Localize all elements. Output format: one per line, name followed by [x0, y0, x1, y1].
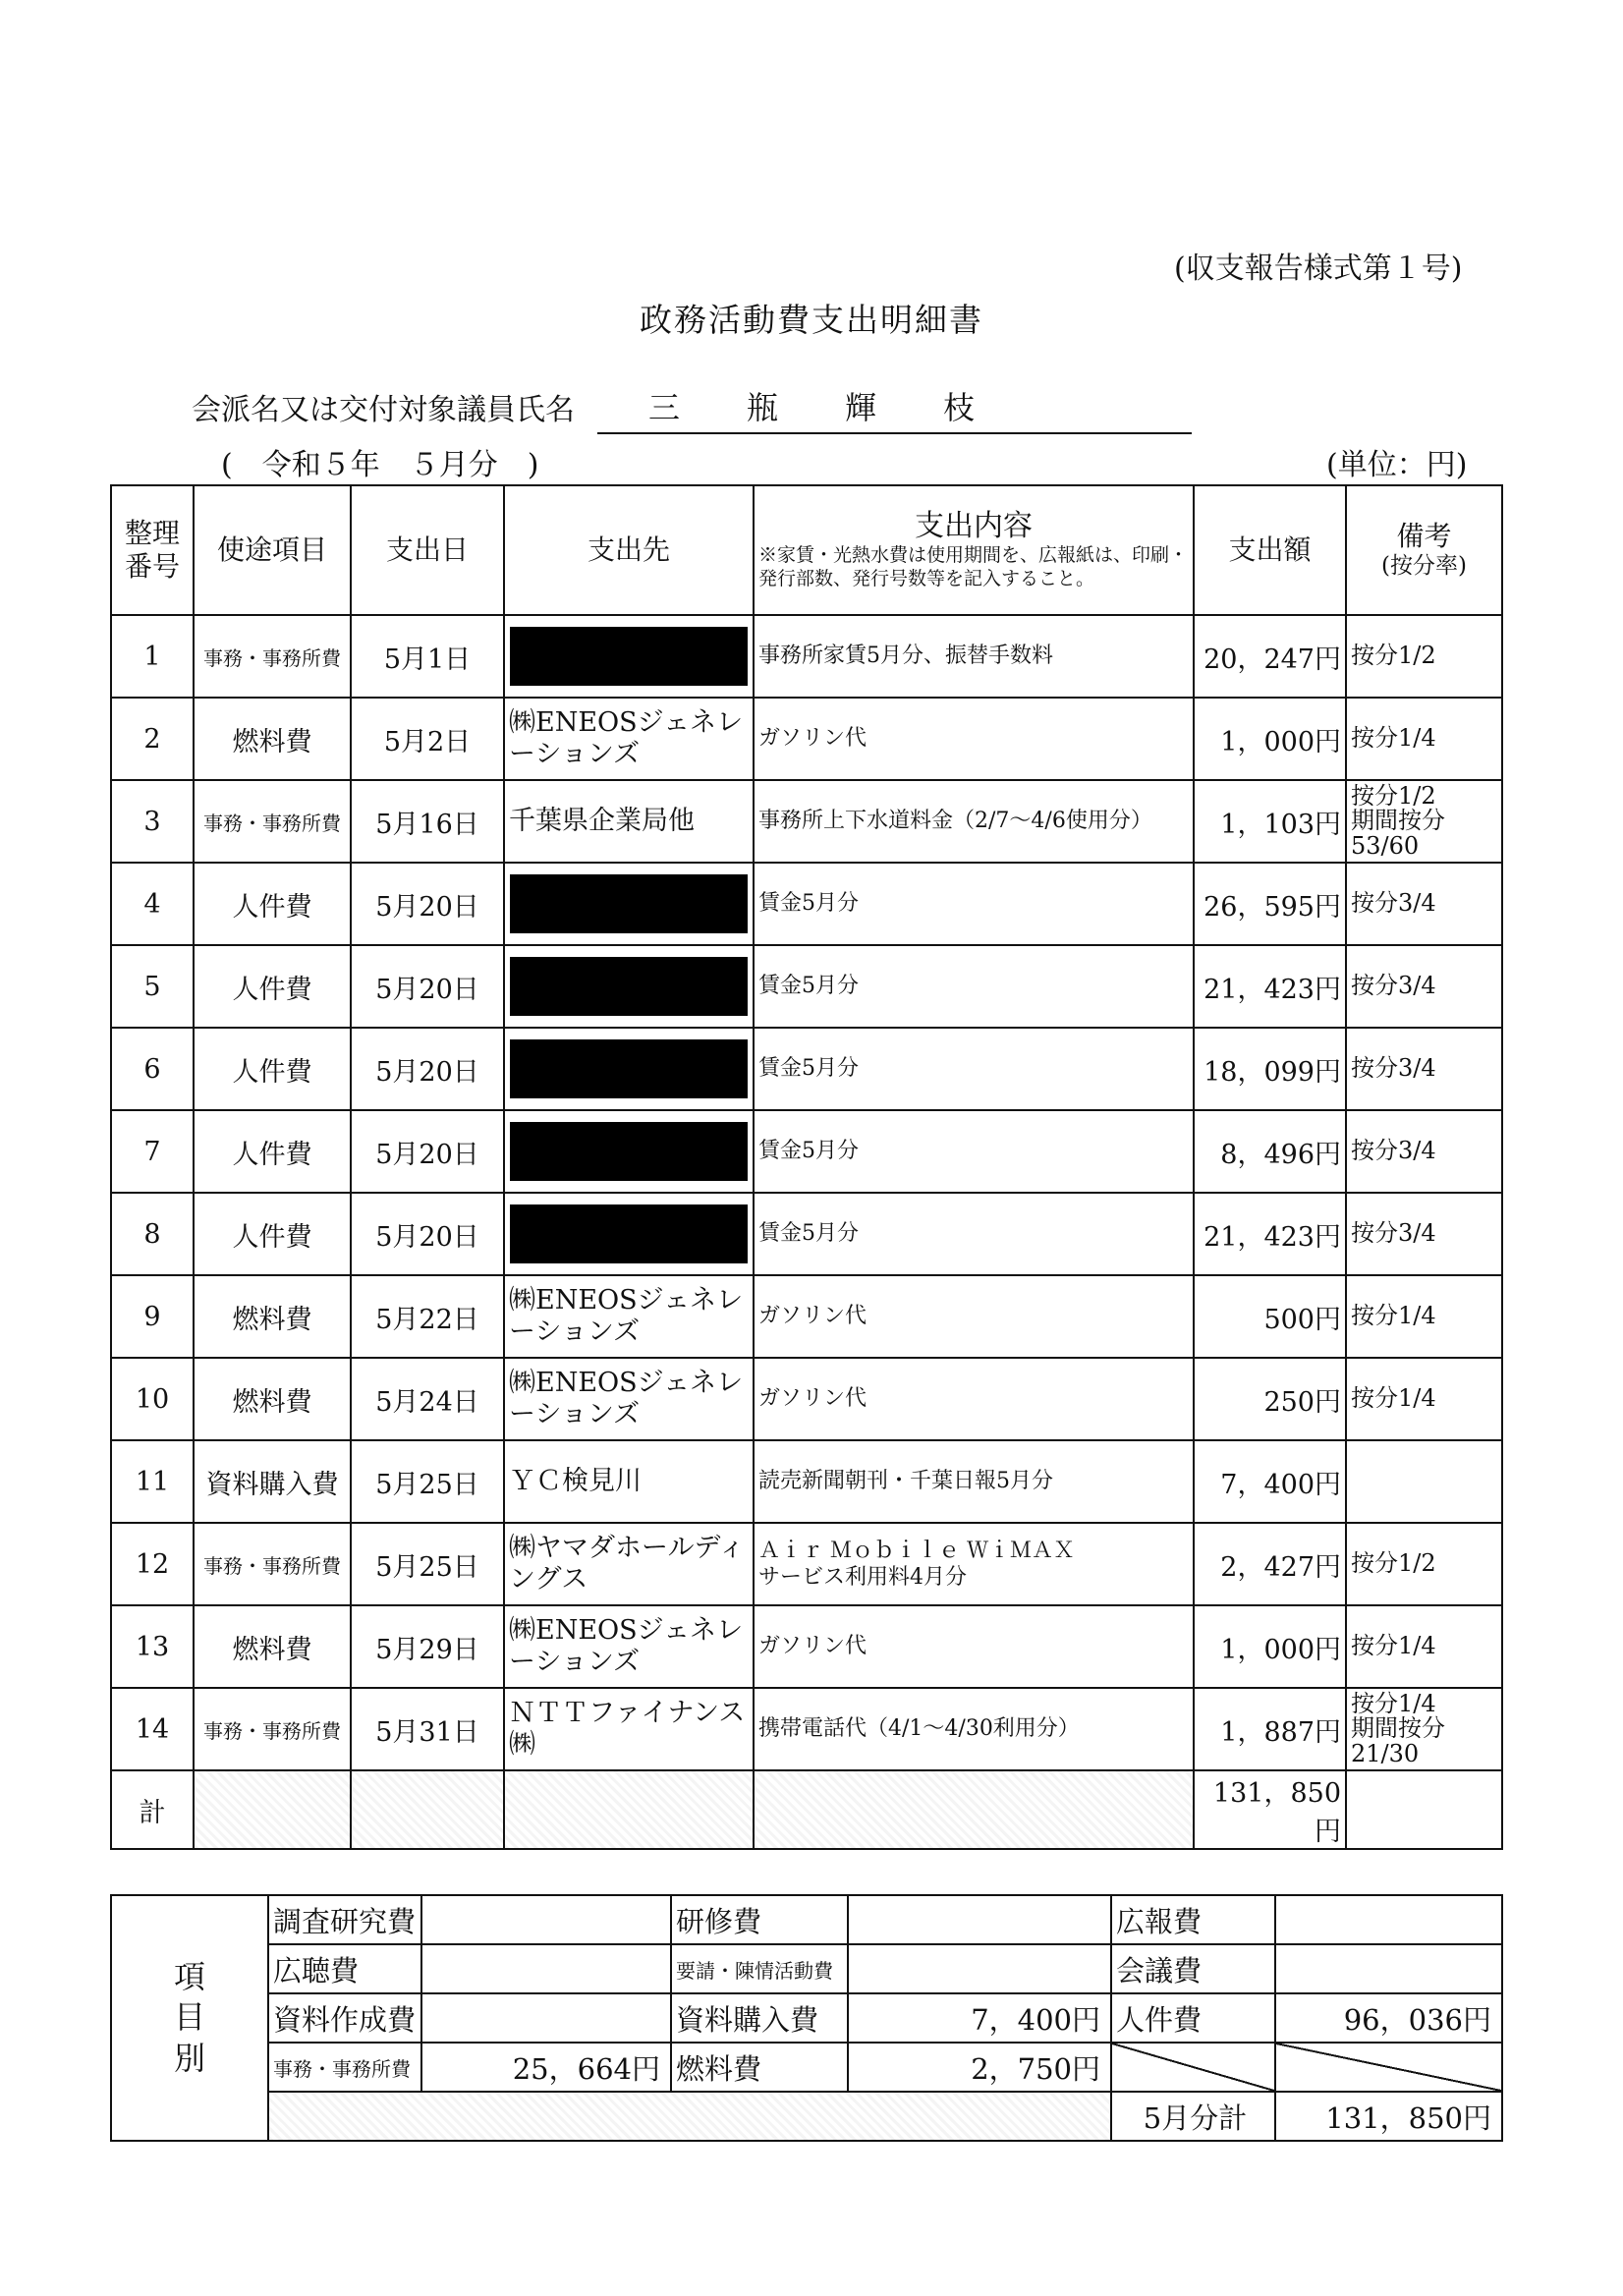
redaction-block — [510, 1204, 748, 1263]
row-payee: 千葉県企業局他 — [504, 780, 754, 863]
col-header-category: 使途項目 — [194, 485, 351, 615]
redaction-block — [510, 1039, 748, 1098]
row-amount: 500円 — [1194, 1275, 1346, 1358]
row-date: 5月16日 — [351, 780, 504, 863]
row-note: 按分3/4 — [1346, 1028, 1502, 1110]
summary-blank-area — [268, 2092, 1111, 2141]
row-amount: 21，423円 — [1194, 945, 1346, 1028]
row-payee-redacted — [504, 615, 754, 698]
row-description: ガソリン代 — [754, 698, 1194, 780]
row-payee: ㈱ヤマダホールディングス — [504, 1523, 754, 1605]
row-date: 5月31日 — [351, 1688, 504, 1770]
row-number: 3 — [111, 780, 194, 863]
total-blank-cell — [754, 1770, 1194, 1849]
row-amount: 2，427円 — [1194, 1523, 1346, 1605]
summary-label-chosa: 調査研究費 — [268, 1895, 421, 1944]
row-amount: 1，103円 — [1194, 780, 1346, 863]
summary-label-konyu: 資料購入費 — [671, 1993, 848, 2043]
row-number: 14 — [111, 1688, 194, 1770]
table-row — [111, 1110, 1502, 1193]
table-row — [111, 698, 1502, 780]
summary-label-nenryo: 燃料費 — [671, 2043, 848, 2092]
row-category: 燃料費 — [194, 1605, 351, 1688]
row-number: 7 — [111, 1110, 194, 1193]
row-amount: 7，400円 — [1194, 1440, 1346, 1523]
row-number: 13 — [111, 1605, 194, 1688]
row-description: 賃金5月分 — [754, 1110, 1194, 1193]
member-name: 三瓶輝枝 — [597, 383, 1192, 434]
category-summary-table — [110, 1894, 1503, 2142]
row-payee-redacted — [504, 1193, 754, 1275]
redaction-block — [510, 1122, 748, 1181]
row-amount: 1，000円 — [1194, 1605, 1346, 1688]
row-note: 按分1/2 — [1346, 615, 1502, 698]
col-header-payee: 支出先 — [504, 485, 754, 615]
row-note: 按分1/2 — [1346, 1523, 1502, 1605]
table-row — [111, 863, 1502, 945]
row-note: 按分1/4 — [1346, 1358, 1502, 1440]
table-row — [111, 945, 1502, 1028]
summary-label-koho: 広報費 — [1111, 1895, 1275, 1944]
row-number: 10 — [111, 1358, 194, 1440]
summary-value-month-total: 131，850円 — [1275, 2092, 1502, 2141]
redaction-block — [510, 957, 748, 1016]
row-amount: 26，595円 — [1194, 863, 1346, 945]
row-category: 人件費 — [194, 863, 351, 945]
total-blank-cell — [194, 1770, 351, 1849]
reporting-period: ( 令和５年 ５月分 ) — [221, 448, 539, 482]
row-category: 人件費 — [194, 1028, 351, 1110]
row-note: 按分3/4 — [1346, 1110, 1502, 1193]
summary-label-kocho: 広聴費 — [268, 1944, 421, 1993]
row-payee: ＹＣ検見川 — [504, 1440, 754, 1523]
row-note: 按分1/4 期間按分 21/30 — [1346, 1688, 1502, 1770]
row-note: 按分3/4 — [1346, 945, 1502, 1028]
row-category: 燃料費 — [194, 1275, 351, 1358]
unit-label: (単位：円) — [1326, 448, 1468, 482]
row-date: 5月29日 — [351, 1605, 504, 1688]
row-category: 資料購入費 — [194, 1440, 351, 1523]
row-description: 賃金5月分 — [754, 1193, 1194, 1275]
row-description: ガソリン代 — [754, 1275, 1194, 1358]
description-note: ※家賃・光熱水費は使用期間を、広報紙は、印刷・発行部数、発行号数等を記入すること。 — [758, 544, 1189, 589]
summary-label-kaigi: 会議費 — [1111, 1944, 1275, 1993]
row-date: 5月20日 — [351, 945, 504, 1028]
row-amount: 8，496円 — [1194, 1110, 1346, 1193]
row-note: 按分1/4 — [1346, 1605, 1502, 1688]
row-number: 8 — [111, 1193, 194, 1275]
row-note: 按分1/2 期間按分 53/60 — [1346, 780, 1502, 863]
row-amount: 1，887円 — [1194, 1688, 1346, 1770]
row-category: 事務・事務所費 — [194, 1523, 351, 1605]
note-title: 備考 — [1396, 520, 1452, 553]
row-date: 5月1日 — [351, 615, 504, 698]
redaction-block — [510, 874, 748, 933]
row-payee: ㈱ENEOSジェネレーションズ — [504, 1275, 754, 1358]
member-name-label: 会派名又は交付対象議員氏名 — [192, 393, 575, 427]
row-amount: 1，000円 — [1194, 698, 1346, 780]
row-description: 事務所上下水道料金（2/7～4/6使用分） — [754, 780, 1194, 863]
table-row — [111, 1440, 1502, 1523]
row-date: 5月20日 — [351, 1028, 504, 1110]
document-title: 政務活動費支出明細書 — [640, 301, 983, 339]
row-payee-redacted — [504, 1110, 754, 1193]
expense-table — [110, 484, 1503, 1850]
summary-value-sakusei — [421, 1993, 671, 2043]
form-number: (収支報告様式第１号) — [1174, 252, 1463, 286]
row-description: ガソリン代 — [754, 1605, 1194, 1688]
row-description: 賃金5月分 — [754, 1028, 1194, 1110]
summary-value-jimu: 25，664円 — [421, 2043, 671, 2092]
table-row — [111, 1028, 1502, 1110]
col-header-description — [754, 485, 1194, 615]
summary-value-konyu: 7，400円 — [848, 1993, 1111, 2043]
row-number: 11 — [111, 1440, 194, 1523]
summary-value-yosei — [848, 1944, 1111, 1993]
row-date: 5月25日 — [351, 1523, 504, 1605]
total-blank-cell — [504, 1770, 754, 1849]
summary-value-kenshu — [848, 1895, 1111, 1944]
row-payee: ㈱ENEOSジェネレーションズ — [504, 1358, 754, 1440]
summary-value-jinken: 96，036円 — [1275, 1993, 1502, 2043]
row-description: 事務所家賃5月分、振替手数料 — [754, 615, 1194, 698]
row-category: 人件費 — [194, 1193, 351, 1275]
row-date: 5月2日 — [351, 698, 504, 780]
col-header-note — [1346, 485, 1502, 615]
summary-label-jimu: 事務・事務所費 — [268, 2043, 421, 2092]
row-number: 12 — [111, 1523, 194, 1605]
description-title: 支出内容 — [915, 509, 1033, 544]
row-number: 9 — [111, 1275, 194, 1358]
row-category: 燃料費 — [194, 1358, 351, 1440]
summary-label-kenshu: 研修費 — [671, 1895, 848, 1944]
row-date: 5月20日 — [351, 863, 504, 945]
row-note — [1346, 1440, 1502, 1523]
summary-label-jinken: 人件費 — [1111, 1993, 1275, 2043]
row-number: 1 — [111, 615, 194, 698]
row-description: 賃金5月分 — [754, 945, 1194, 1028]
row-note: 按分3/4 — [1346, 863, 1502, 945]
table-row — [111, 615, 1502, 698]
table-row — [111, 1193, 1502, 1275]
total-label: 計 — [111, 1770, 194, 1849]
table-row — [111, 1688, 1502, 1770]
row-date: 5月24日 — [351, 1358, 504, 1440]
row-number: 6 — [111, 1028, 194, 1110]
row-amount: 250円 — [1194, 1358, 1346, 1440]
row-description: ガソリン代 — [754, 1358, 1194, 1440]
row-note: 按分1/4 — [1346, 698, 1502, 780]
row-description: 賃金5月分 — [754, 863, 1194, 945]
table-row — [111, 1523, 1502, 1605]
total-amount: 131，850円 — [1194, 1770, 1346, 1849]
summary-label-yosei: 要請・陳情活動費 — [671, 1944, 848, 1993]
row-category: 事務・事務所費 — [194, 1688, 351, 1770]
row-payee: ＮＴＴファイナンス㈱ — [504, 1688, 754, 1770]
note-subtitle: (按分率) — [1381, 553, 1467, 579]
summary-value-koho — [1275, 1895, 1502, 1944]
row-note: 按分1/4 — [1346, 1275, 1502, 1358]
row-category: 燃料費 — [194, 698, 351, 780]
row-amount: 18，099円 — [1194, 1028, 1346, 1110]
summary-value-kocho — [421, 1944, 671, 1993]
col-header-amount: 支出額 — [1194, 485, 1346, 615]
table-header-row — [111, 485, 1502, 615]
row-date: 5月20日 — [351, 1193, 504, 1275]
row-payee-redacted — [504, 945, 754, 1028]
row-payee: ㈱ENEOSジェネレーションズ — [504, 1605, 754, 1688]
row-payee-redacted — [504, 1028, 754, 1110]
total-row — [111, 1770, 1502, 1849]
summary-value-kaigi — [1275, 1944, 1502, 1993]
total-note-cell — [1346, 1770, 1502, 1849]
row-category: 人件費 — [194, 945, 351, 1028]
row-amount: 21，423円 — [1194, 1193, 1346, 1275]
summary-diagonal-cell — [1275, 2043, 1502, 2092]
row-number: 5 — [111, 945, 194, 1028]
row-description: 携帯電話代（4/1～4/30利用分） — [754, 1688, 1194, 1770]
row-number: 2 — [111, 698, 194, 780]
row-date: 5月25日 — [351, 1440, 504, 1523]
row-number: 4 — [111, 863, 194, 945]
row-date: 5月22日 — [351, 1275, 504, 1358]
row-description: 読売新聞朝刊・千葉日報5月分 — [754, 1440, 1194, 1523]
row-category: 事務・事務所費 — [194, 780, 351, 863]
col-header-date: 支出日 — [351, 485, 504, 615]
row-category: 人件費 — [194, 1110, 351, 1193]
summary-value-nenryo: 2，750円 — [848, 2043, 1111, 2092]
row-payee: ㈱ENEOSジェネレーションズ — [504, 698, 754, 780]
col-header-no: 整理番号 — [111, 485, 194, 615]
total-blank-cell — [351, 1770, 504, 1849]
summary-label-sakusei: 資料作成費 — [268, 1993, 421, 2043]
summary-label-month-total: 5月分計 — [1111, 2092, 1275, 2141]
table-row — [111, 1275, 1502, 1358]
row-category: 事務・事務所費 — [194, 615, 351, 698]
row-date: 5月20日 — [351, 1110, 504, 1193]
row-payee-redacted — [504, 863, 754, 945]
summary-side-label: 項 目 別 — [111, 1895, 268, 2141]
summary-value-chosa — [421, 1895, 671, 1944]
table-row — [111, 1358, 1502, 1440]
redaction-block — [510, 627, 748, 686]
table-row — [111, 780, 1502, 863]
summary-diagonal-cell — [1111, 2043, 1275, 2092]
row-amount: 20，247円 — [1194, 615, 1346, 698]
row-description: Ａｉｒ Ｍｏｂｉｌｅ ＷｉＭＡＸ サービス利用料4月分 — [754, 1523, 1194, 1605]
row-note: 按分3/4 — [1346, 1193, 1502, 1275]
table-row — [111, 1605, 1502, 1688]
